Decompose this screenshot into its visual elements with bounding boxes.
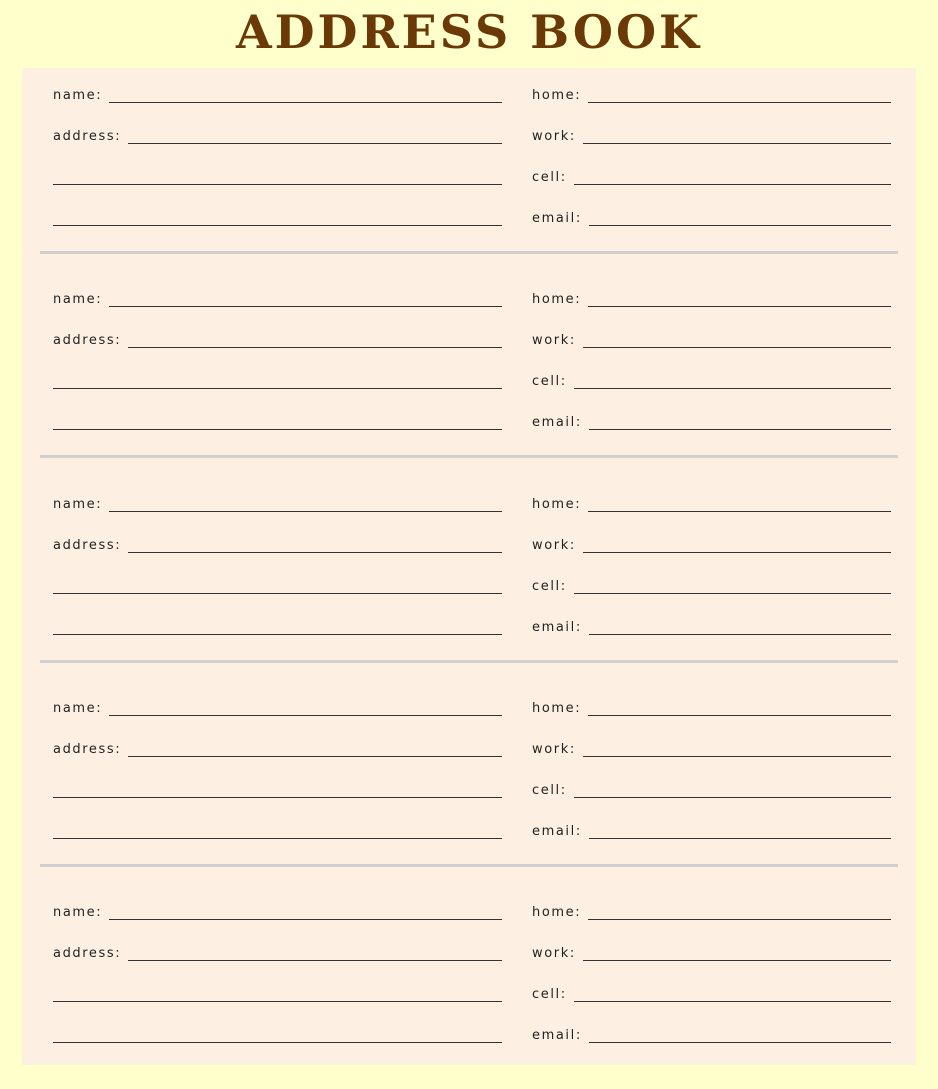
email-label: email: (532, 620, 582, 635)
write-in-line (109, 306, 502, 307)
write-in-line (589, 1042, 891, 1043)
cell-phone-field (532, 166, 891, 186)
name-field (53, 901, 502, 921)
email-field (532, 616, 891, 636)
write-in-line (574, 797, 891, 798)
address-line-3-field (53, 207, 502, 227)
write-in-line (583, 552, 891, 553)
address-line-2-field (53, 370, 502, 390)
entry-separator (40, 455, 898, 458)
home-phone-field (532, 84, 891, 104)
address-line-2-field (53, 166, 502, 186)
email-field (532, 207, 891, 227)
cell-phone-field (532, 779, 891, 799)
address-entry (22, 68, 916, 272)
write-in-line (109, 102, 502, 103)
work-phone-field (532, 942, 891, 962)
address-entry (22, 681, 916, 885)
address-entry (22, 885, 916, 1089)
name-label: name: (53, 497, 103, 512)
name-label: name: (53, 701, 103, 716)
write-in-line (53, 1042, 502, 1043)
home-phone-field (532, 697, 891, 717)
address-field (53, 329, 502, 349)
cell-label: cell: (532, 170, 567, 185)
write-in-line (53, 388, 502, 389)
email-label: email: (532, 1028, 582, 1043)
write-in-line (53, 1001, 502, 1002)
write-in-line (128, 143, 502, 144)
email-field (532, 820, 891, 840)
work-label: work: (532, 129, 576, 144)
write-in-line (588, 919, 891, 920)
write-in-line (53, 634, 502, 635)
work-phone-field (532, 534, 891, 554)
name-field (53, 493, 502, 513)
home-label: home: (532, 497, 582, 512)
write-in-line (583, 960, 891, 961)
address-label: address: (53, 742, 122, 757)
write-in-line (588, 715, 891, 716)
address-line-3-field (53, 616, 502, 636)
write-in-line (588, 306, 891, 307)
write-in-line (574, 593, 891, 594)
write-in-line (53, 184, 502, 185)
work-phone-field (532, 738, 891, 758)
write-in-line (589, 838, 891, 839)
cell-label: cell: (532, 579, 567, 594)
write-in-line (589, 634, 891, 635)
cell-phone-field (532, 575, 891, 595)
address-field (53, 125, 502, 145)
write-in-line (128, 960, 502, 961)
email-label: email: (532, 211, 582, 226)
home-phone-field (532, 288, 891, 308)
entry-separator (40, 864, 898, 867)
write-in-line (574, 184, 891, 185)
write-in-line (53, 838, 502, 839)
home-phone-field (532, 493, 891, 513)
write-in-line (588, 102, 891, 103)
name-field (53, 84, 502, 104)
write-in-line (583, 756, 891, 757)
cell-phone-field (532, 370, 891, 390)
address-field (53, 738, 502, 758)
write-in-line (574, 388, 891, 389)
home-label: home: (532, 905, 582, 920)
write-in-line (128, 347, 502, 348)
write-in-line (574, 1001, 891, 1002)
page-title: ADDRESS BOOK (235, 5, 703, 59)
write-in-line (589, 429, 891, 430)
address-label: address: (53, 129, 122, 144)
work-label: work: (532, 742, 576, 757)
write-in-line (109, 715, 502, 716)
work-label: work: (532, 333, 576, 348)
write-in-line (53, 593, 502, 594)
name-label: name: (53, 905, 103, 920)
address-line-2-field (53, 779, 502, 799)
address-line-3-field (53, 1024, 502, 1044)
address-field (53, 942, 502, 962)
cell-label: cell: (532, 783, 567, 798)
write-in-line (53, 429, 502, 430)
cell-label: cell: (532, 374, 567, 389)
write-in-line (53, 797, 502, 798)
address-line-3-field (53, 411, 502, 431)
write-in-line (109, 511, 502, 512)
name-field (53, 697, 502, 717)
entry-separator (40, 251, 898, 254)
cell-phone-field (532, 983, 891, 1003)
write-in-line (128, 756, 502, 757)
home-label: home: (532, 701, 582, 716)
write-in-line (583, 347, 891, 348)
name-label: name: (53, 292, 103, 307)
work-label: work: (532, 946, 576, 961)
address-label: address: (53, 946, 122, 961)
work-phone-field (532, 329, 891, 349)
address-label: address: (53, 538, 122, 553)
home-label: home: (532, 88, 582, 103)
write-in-line (53, 225, 502, 226)
work-label: work: (532, 538, 576, 553)
name-label: name: (53, 88, 103, 103)
address-line-2-field (53, 575, 502, 595)
address-sheet (22, 68, 916, 1065)
write-in-line (109, 919, 502, 920)
home-phone-field (532, 901, 891, 921)
address-field (53, 534, 502, 554)
email-field (532, 1024, 891, 1044)
home-label: home: (532, 292, 582, 307)
email-label: email: (532, 824, 582, 839)
name-field (53, 288, 502, 308)
work-phone-field (532, 125, 891, 145)
address-line-2-field (53, 983, 502, 1003)
entry-separator (40, 660, 898, 663)
write-in-line (583, 143, 891, 144)
address-label: address: (53, 333, 122, 348)
cell-label: cell: (532, 987, 567, 1002)
address-line-3-field (53, 820, 502, 840)
email-field (532, 411, 891, 431)
write-in-line (589, 225, 891, 226)
address-entry (22, 477, 916, 681)
write-in-line (588, 511, 891, 512)
write-in-line (128, 552, 502, 553)
email-label: email: (532, 415, 582, 430)
address-entry (22, 272, 916, 476)
